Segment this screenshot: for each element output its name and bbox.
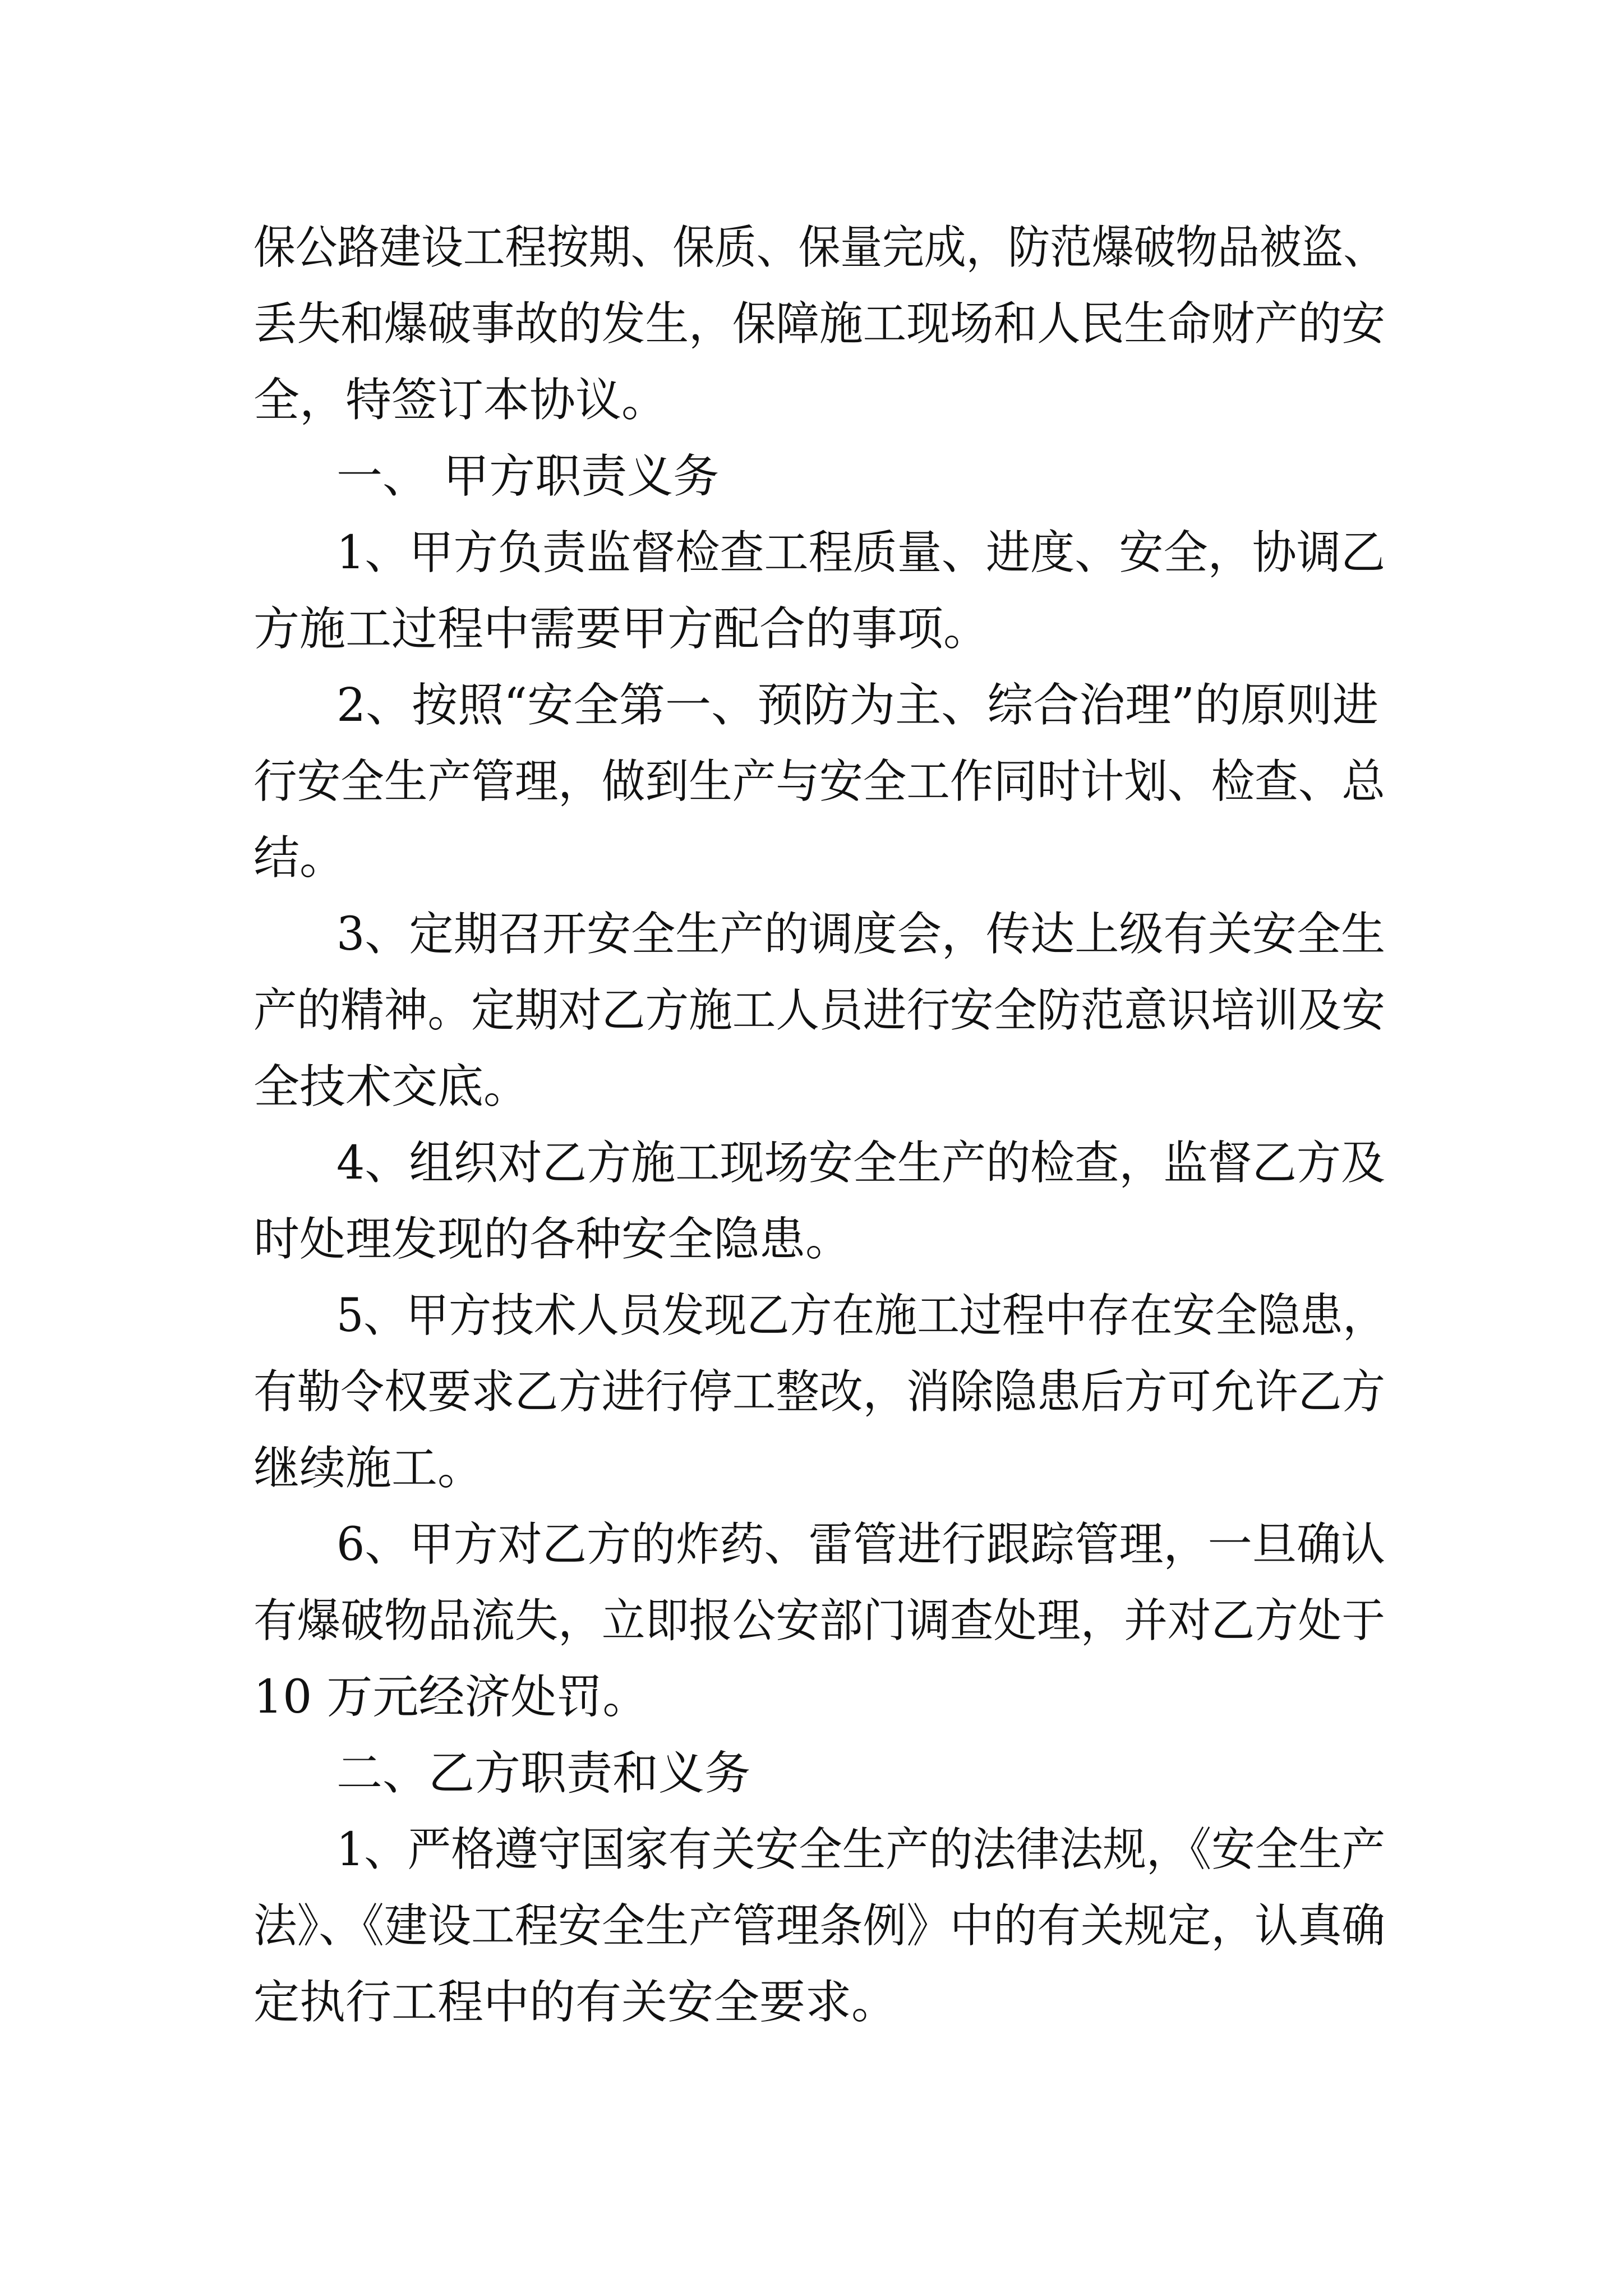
text-line: 10 万元经济处罚。 (253, 1671, 649, 1724)
text-line: 2、按照“安全第一、预防为主、综合治理”的原则进 (336, 679, 1379, 732)
text-line: 方施工过程中需要甲方配合的事项。 (253, 602, 990, 656)
text-line: 继续施工。 (253, 1442, 484, 1495)
text-line: 保公路建设工程按期、保质、保量完成，防范爆破物品被盗、 (253, 221, 1386, 274)
text-line: 结。 (253, 831, 346, 885)
text-line: 定执行工程中的有关安全要求。 (253, 1976, 898, 2029)
text-line: 时处理发现的各种安全隐患。 (253, 1213, 852, 1266)
text-line: 产的精神。定期对乙方施工人员进行安全防范意识培训及安 (253, 984, 1386, 1037)
text-line: 3、定期召开安全生产的调度会，传达上级有关安全生 (336, 908, 1386, 961)
section-heading: 一、 甲方职责义务 (336, 450, 720, 503)
text-line: 全，特签订本协议。 (253, 374, 668, 427)
text-line: 全技术交底。 (253, 1060, 530, 1114)
section-heading: 二、乙方职责和义务 (336, 1747, 751, 1800)
text-line: 1、严格遵守国家有关安全生产的法律法规，《安全生产 (336, 1823, 1386, 1876)
text-line: 有爆破物品流失，立即报公安部门调查处理，并对乙方处于 (253, 1594, 1386, 1648)
text-line: 6、甲方对乙方的炸药、雷管进行跟踪管理，一旦确认 (336, 1518, 1386, 1571)
text-line: 丢失和爆破事故的发生，保障施工现场和人民生命财产的安 (253, 297, 1386, 351)
text-line: 法》、《建设工程安全生产管理条例》中的有关规定，认真确 (253, 1899, 1386, 1953)
text-line: 4、组织对乙方施工现场安全生产的检查，监督乙方及 (336, 1137, 1386, 1190)
text-line: 5、甲方技术人员发现乙方在施工过程中存在安全隐患， (336, 1289, 1386, 1342)
text-line: 1、甲方负责监督检查工程质量、进度、安全，协调乙 (336, 526, 1386, 579)
text-line: 行安全生产管理，做到生产与安全工作同时计划、检查、总 (253, 755, 1386, 808)
text-line: 有勒令权要求乙方进行停工整改，消除隐患后方可允许乙方 (253, 1365, 1386, 1419)
